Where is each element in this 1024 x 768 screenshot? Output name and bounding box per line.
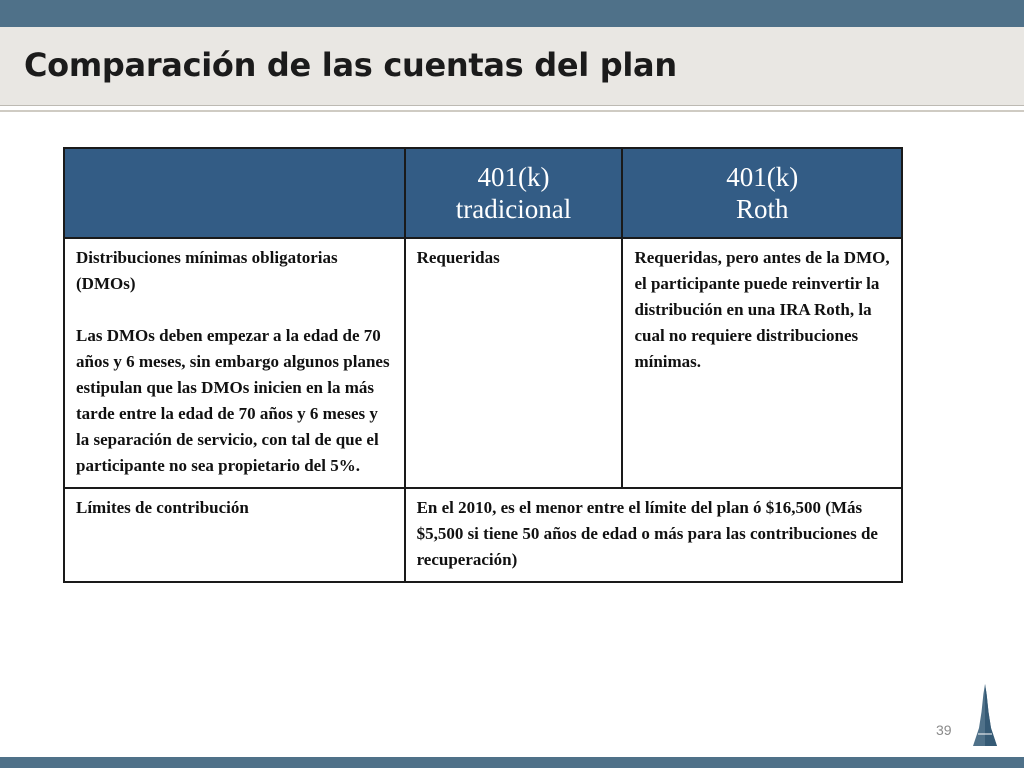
- header-line-1: 401(k): [726, 162, 799, 192]
- tower-logo-icon: [968, 684, 1002, 751]
- row-label-cell: [64, 238, 405, 488]
- table-row: [64, 488, 902, 582]
- table-row: [64, 238, 902, 488]
- combined-value-cell: En el 2010, es el menor entre el límite del plan ó $16,500 (Más $5,500 si tiene 50 años de edad o más para las contribuciones de recuperación): [405, 488, 902, 582]
- header-line-2: Roth: [735, 194, 789, 224]
- header-cell-traditional: [405, 148, 623, 238]
- row-note: Las DMOs deben empezar a la edad de 70 años y 6 meses, sin embargo algunos planes estipulan que las DMOs inicien en la más tarde entre la edad de 70 años y 6 meses y la separación de servicio, con tal de que el participante no sea propietario del 5%.: [76, 326, 390, 475]
- comparison-table: [63, 147, 903, 583]
- header-line-2: tradicional: [455, 194, 572, 224]
- traditional-value-cell: Requeridas: [405, 238, 623, 488]
- title-divider: [0, 110, 1024, 112]
- roth-value-cell: Requeridas, pero antes de la DMO, el participante puede reinvertir la distribución en una IRA Roth, la cual no requiere distribuciones mínimas.: [622, 238, 902, 488]
- header-cell-roth: [622, 148, 902, 238]
- header-cell-empty: [64, 148, 405, 238]
- header-line-1: 401(k): [477, 162, 550, 192]
- table-header-row: [64, 148, 902, 238]
- slide-title: Comparación de las cuentas del plan: [24, 46, 677, 84]
- bottom-accent-bar: [0, 757, 1024, 768]
- top-accent-bar: [0, 0, 1024, 27]
- page-number: 39: [936, 722, 952, 738]
- row-label-cell: Límites de contribución: [64, 488, 405, 582]
- spacer: [76, 297, 394, 323]
- row-label: Distribuciones mínimas obligatorias (DMOs): [76, 248, 338, 293]
